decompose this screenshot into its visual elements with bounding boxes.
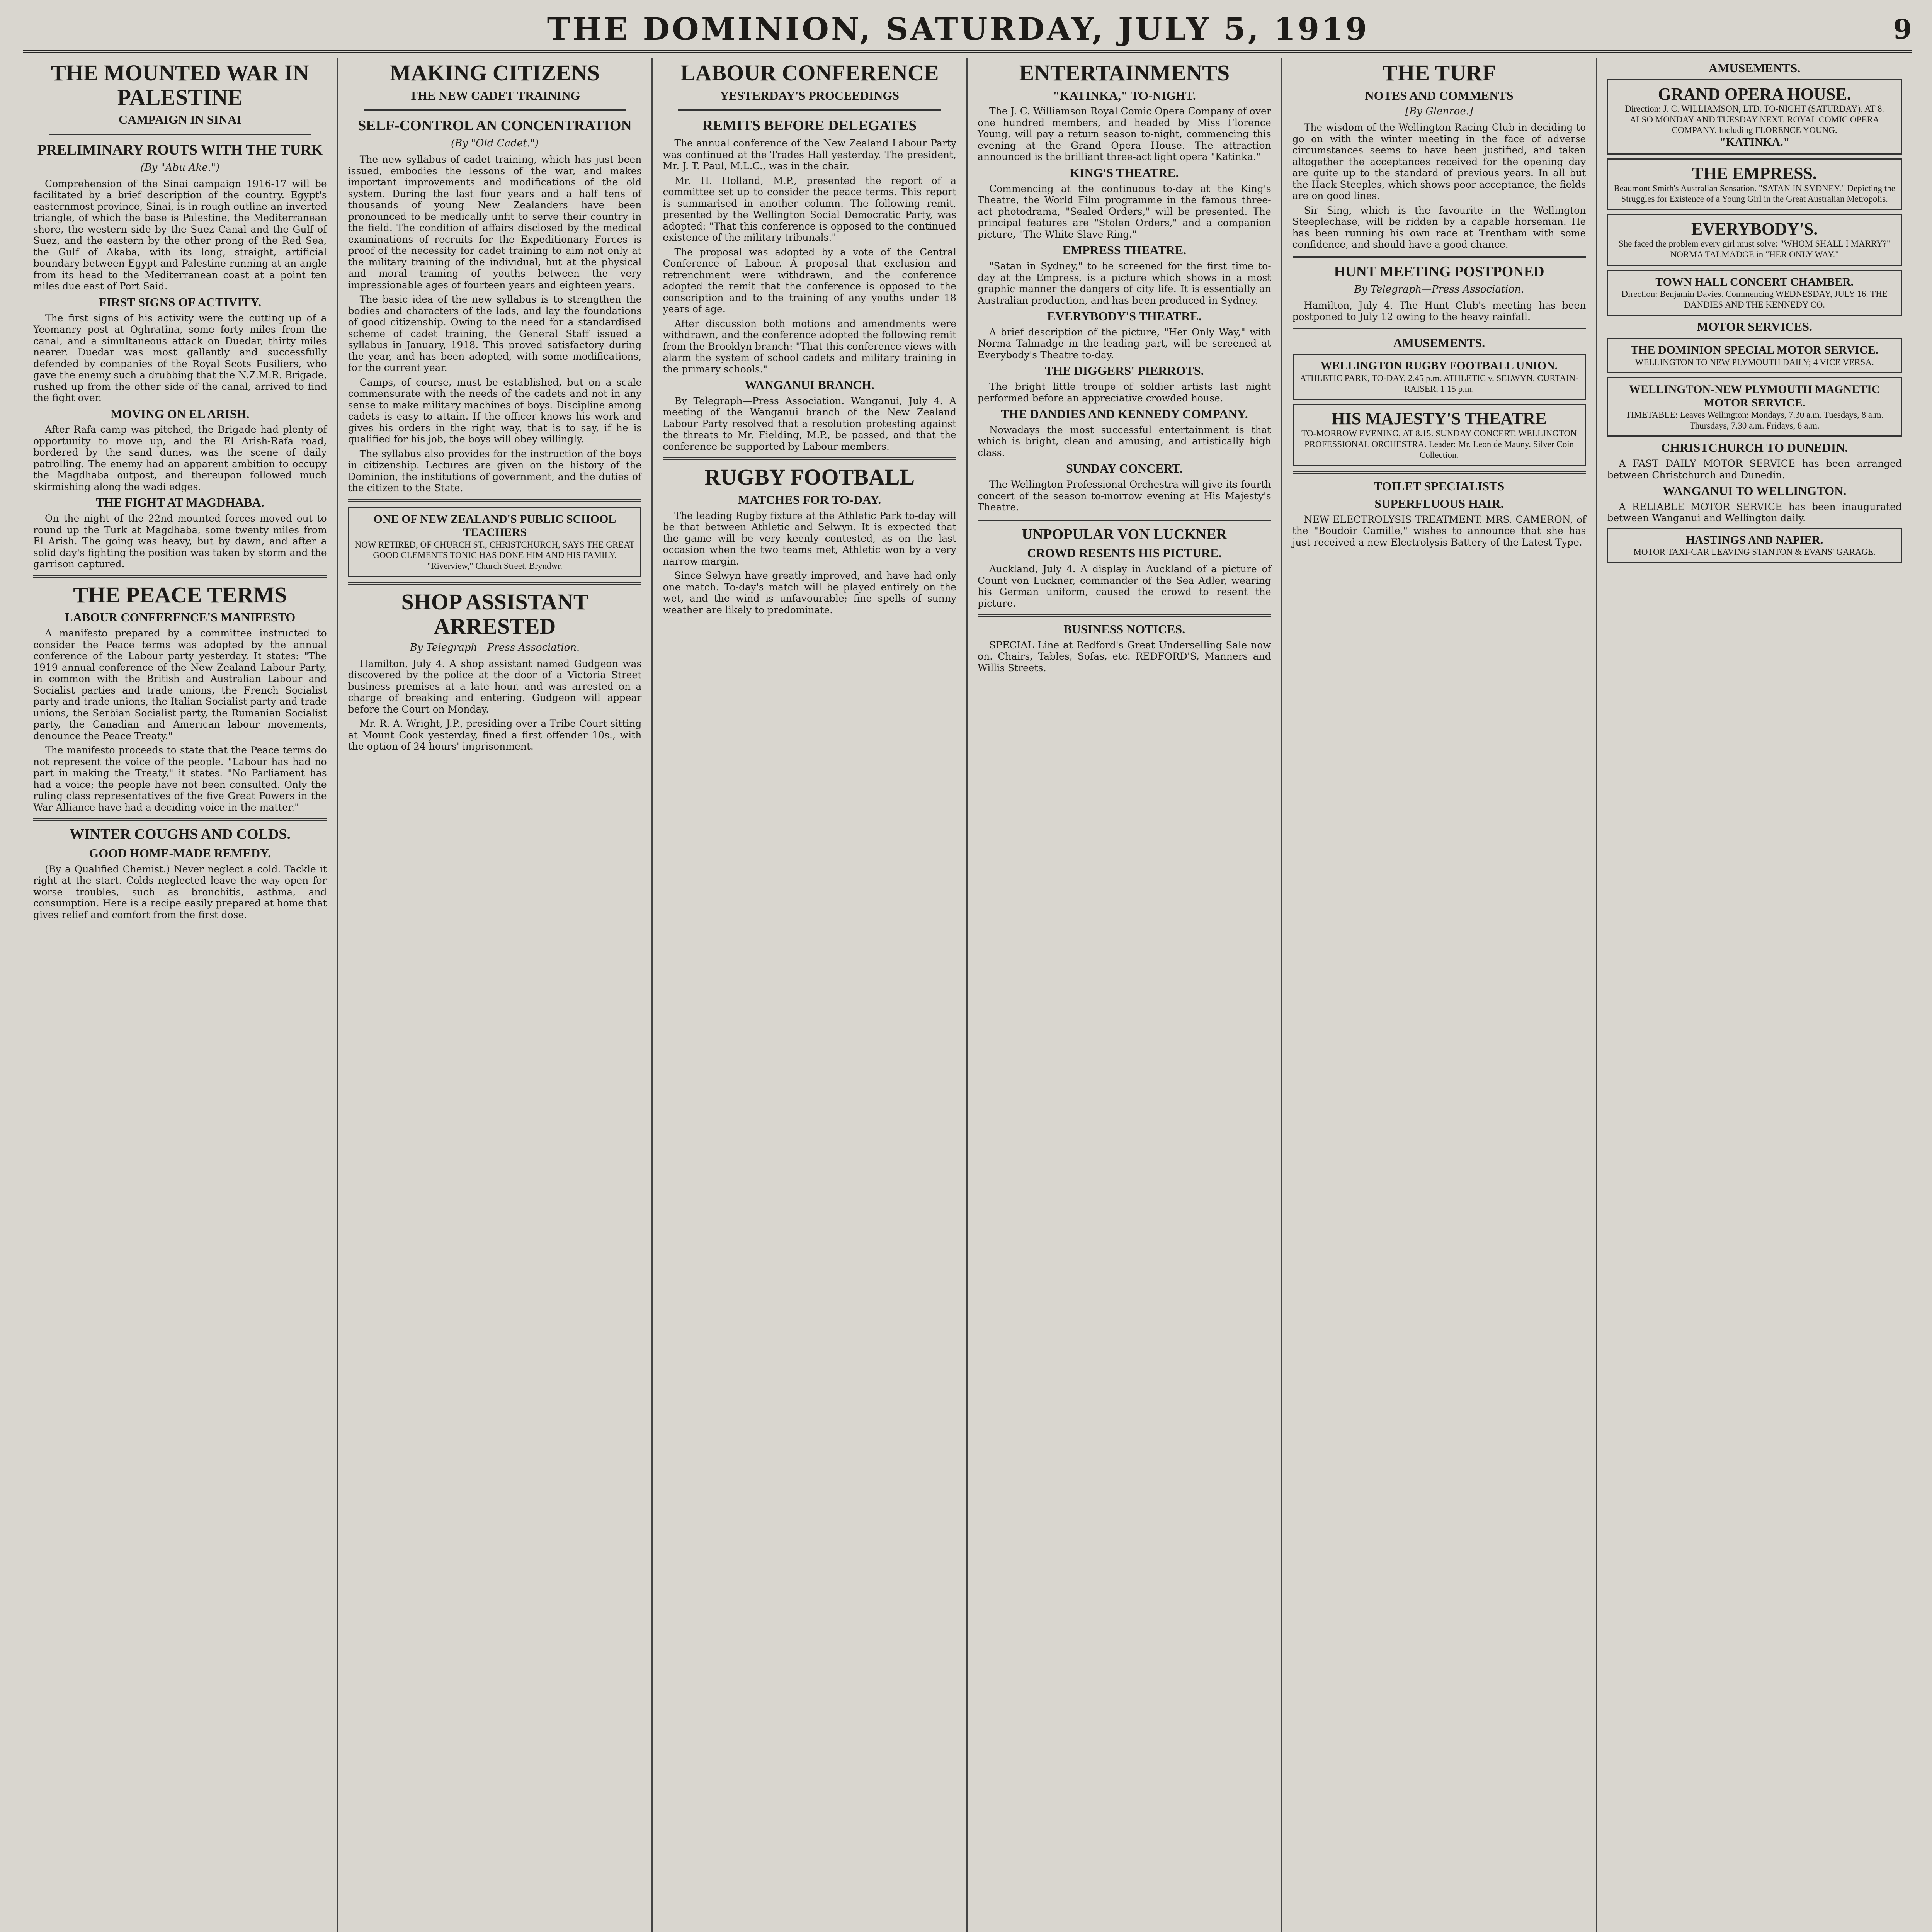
divider (978, 519, 1271, 521)
newspaper-title: THE DOMINION, SATURDAY, JULY 5, 1919 (547, 11, 1369, 47)
headline-making-citizens: MAKING CITIZENS (389, 60, 600, 85)
section-heading-amusements: AMUSEMENTS. (1393, 335, 1485, 350)
section-heading: CHRISTCHURCH TO DUNEDIN. (1661, 440, 1848, 455)
article-paragraph: By Telegraph—Press Association. Wanganui, July 4. A meeting of the Wanganui branch of the New Zealand Labour Party resolved that a resolution protesting against the threats to Mr. Fielding, M.P., be passed, and that the conference be supported by Labour members. (663, 395, 956, 452)
divider (348, 499, 642, 502)
section-heading: THE FIGHT AT MAGDHABA. (96, 495, 264, 510)
ad-text: TO-MORROW EVENING, AT 8.15. SUNDAY CONCERT. WELLINGTON PROFESSIONAL ORCHESTRA. Leader: Mr. Leon de Mauny. Silver Coin Collection. (1301, 429, 1577, 460)
divider (49, 134, 311, 135)
divider (33, 575, 327, 578)
page-number: 9 (1893, 13, 1912, 45)
subhead-self-control: SELF-CONTROL AN CONCENTRATION (358, 117, 632, 134)
ad-text: Direction: Benjamin Davies. Commencing WEDNESDAY, JULY 16. THE DANDIES AND THE KENNEDY CO. (1621, 289, 1888, 310)
article-paragraph: After Rafa camp was pitched, the Brigade had plenty of opportunity to move up, and the El Arish-Rafa road, bordered by the sand dunes, was the scene of daily patrolling. The enemy had an apparent ambition to occupy the Magdhaba outpost, and thereupon followed much skirmishing along the wadi edges. (33, 424, 327, 492)
ad-text: NOW RETIRED, OF CHURCH ST., CHRISTCHURCH, SAYS THE GREAT GOOD CLEMENTS TONIC HAS DONE HIM AND HIS FAMILY. "Riverview," Church Street, Bryndwr. (355, 539, 635, 571)
article-paragraph: Commencing at the continuous to-day at the King's Theatre, the World Film programme in the famous three-act photodrama, "Sealed Orders," will be presented. The principal features are "Stolen Orders," and a companion picture, "The White Slave Ring." (978, 183, 1271, 240)
ad-text: She faced the problem every girl must solve: "WHOM SHALL I MARRY?" NORMA TALMADGE in "HER ONLY WAY." (1618, 239, 1891, 260)
column-6 (1597, 58, 1912, 1932)
advertisement-empress (1607, 158, 1902, 210)
ad-text: Direction: J. C. WILLIAMSON, LTD. TO-NIGHT (SATURDAY). AT 8. ALSO MONDAY AND TUESDAY NEXT. ROYAL COMIC OPERA COMPANY. Including FLORENCE YOUNG. (1625, 104, 1884, 135)
ad-headline: WELLINGTON-NEW PLYMOUTH MAGNETIC MOTOR SERVICE. (1629, 383, 1880, 409)
headline-palestine: THE MOUNTED WAR IN PALESTINE (51, 60, 309, 110)
subhead-routs: PRELIMINARY ROUTS WITH THE TURK (37, 142, 323, 158)
ad-headline: GRAND OPERA HOUSE. (1658, 84, 1851, 104)
section-heading-amusements: AMUSEMENTS. (1708, 61, 1801, 75)
ad-text: WELLINGTON TO NEW PLYMOUTH DAILY; 4 VICE VERSA. (1635, 357, 1874, 367)
article-paragraph: The Wellington Professional Orchestra will give its fourth concert of the season to-morrow evening at His Majesty's Theatre. (978, 479, 1271, 513)
advertisement-clements-tonic (348, 507, 642, 577)
ad-text: MOTOR TAXI-CAR LEAVING STANTON & EVANS' GARAGE. (1633, 547, 1876, 557)
byline: [By Glenroe.] (1405, 105, 1473, 117)
advertisement-grand-opera (1607, 79, 1902, 155)
article-paragraph: Comprehension of the Sinai campaign 1916-17 will be facilitated by a brief description of the country. Egypt's easternmost province, Sinai, is in rough outline an inverted triangle, of which the base is Palestine, the Mediterranean shore, the western side by the Suez Canal and the Gulf of Suez, and the eastern by the other prong of the Red Sea, the Gulf of Akaba, with its long, straight, artificial boundary between Egypt and Palestine running at an angle from its head to the Mediterranean coast at a point ten miles due east of Port Said. (33, 178, 327, 292)
section-heading: FIRST SIGNS OF ACTIVITY. (99, 295, 261, 309)
subhead-matches: MATCHES FOR TO-DAY. (738, 493, 881, 507)
ad-headline: HIS MAJESTY'S THEATRE (1332, 409, 1547, 429)
article-paragraph: "Satan in Sydney," to be screened for the first time to-day at the Empress, is a picture which shows in a most graphic manner the dangers of city life. It is essentially an Australian production, and has been produced in Sydney. (978, 260, 1271, 306)
article-paragraph: Since Selwyn have greatly improved, and have had only one match. To-day's match will be played entirely on the wet, and the wind is unfavourable; fine spells of sunny weather are likely to predominate. (663, 570, 956, 616)
section-heading: MOVING ON EL ARISH. (111, 406, 250, 421)
subhead-superfluous: SUPERFLUOUS HAIR. (1374, 497, 1504, 511)
advertisement-dominion-motor (1607, 338, 1902, 373)
masthead (23, 8, 1912, 53)
article-paragraph: Hamilton, July 4. A shop assistant named Gudgeon was discovered by the police at the door of a Victoria Street business premises at a late hour, and was arrested on a charge of breaking and entering. Gudgeon will appear before the Court on Monday. (348, 658, 642, 715)
advertisement-town-hall (1607, 270, 1902, 316)
headline-hunt-meeting: HUNT MEETING POSTPONED (1334, 263, 1544, 280)
article-paragraph: Hamilton, July 4. The Hunt Club's meeting has been postponed to July 12 owing to the heavy rainfall. (1292, 299, 1586, 323)
article-paragraph: A brief description of the picture, "Her Only Way," with Norma Talmadge in the leading part, will be screened at Everybody's Theatre to-day. (978, 326, 1271, 361)
section-heading: THE DIGGERS' PIERROTS. (1045, 364, 1204, 378)
headline-shop-assistant: SHOP ASSISTANT ARRESTED (401, 589, 588, 639)
section-heading: WANGANUI TO WELLINGTON. (1663, 484, 1847, 498)
article-paragraph: Auckland, July 4. A display in Auckland of a picture of Count von Luckner, commander of the Sea Adler, wearing his German uniform, caused the crowd to resent the picture. (978, 563, 1271, 609)
section-heading-business: BUSINESS NOTICES. (1063, 622, 1185, 636)
section-heading: EMPRESS THEATRE. (1062, 243, 1187, 257)
article-paragraph: The first signs of his activity were the cutting up of a Yeomanry post at Oghratina, some forty miles from the canal, and a simultaneous attack on Duedar, thirty miles nearer. Duedar was most gallantly and successfully defended by companies of the Royal Scots Fusiliers, who gave the enemy such a drubbing that the N.Z.M.R. Brigade, rushed up from the other side of the canal, arrived to find the fight over. (33, 312, 327, 404)
article-paragraph: (By a Qualified Chemist.) Never neglect a cold. Tackle it right at the start. Colds neglected leave the way open for worse troubles, such as bronchitis, asthma, and consumption. Here is a recipe easily prepared at home that gives relief and comfort from the first dose. (33, 863, 327, 920)
article-paragraph: The bright little troupe of soldier artists last night performed before an appreciative crowded house. (978, 381, 1271, 404)
headline-rugby: RUGBY FOOTBALL (704, 464, 915, 490)
page-columns (23, 58, 1912, 1932)
subhead-remits: REMITS BEFORE DELEGATES (702, 117, 917, 134)
article-paragraph: The wisdom of the Wellington Racing Club in deciding to go on with the winter meeting in the face of adverse circumstances seems to have been justified, and taken altogether the acceptances received for the opening day are quite up to the standard of previous years. In all but the Hack Steeples, which shows poor acceptance, the fields are on good lines. (1292, 122, 1586, 202)
dateline: By Telegraph—Press Association. (1354, 283, 1524, 295)
section-heading: KING'S THEATRE. (1070, 165, 1179, 180)
headline-von-luckner: UNPOPULAR VON LUCKNER (1022, 526, 1227, 543)
ad-headline: TOWN HALL CONCERT CHAMBER. (1655, 275, 1854, 288)
section-heading: "KATINKA," TO-NIGHT. (1053, 88, 1196, 102)
divider (978, 614, 1271, 617)
divider (1293, 471, 1586, 474)
headline-turf: THE TURF (1382, 60, 1496, 85)
section-heading: EVERYBODY'S THEATRE. (1047, 309, 1202, 323)
divider (1293, 256, 1586, 258)
advertisement-magnetic-motor (1607, 377, 1902, 437)
article-paragraph: Mr. H. Holland, M.P., presented the report of a committee set up to consider the peace terms. This report is summarised in another column. The following remit, presented by the Wellington Social Democratic Party, was adopted: "That this conference is opposed to the continued existence of the military tribunals." (663, 175, 956, 243)
section-heading: WANGANUI BRANCH. (745, 378, 875, 392)
column-1 (23, 58, 338, 1932)
divider (678, 109, 941, 111)
article-paragraph: Sir Sing, which is the favourite in the Wellington Steeplechase, will be ridden by a capable horseman. He has been running his own race at Trentham with some confidence, and should have a good chance. (1292, 204, 1586, 250)
business-notice: A RELIABLE MOTOR SERVICE has been inaugurated between Wanganui and Wellington daily. (1607, 501, 1902, 524)
column-2 (338, 58, 653, 1932)
article-paragraph: A manifesto prepared by a committee instructed to consider the Peace terms was adopted by the annual conference of the Labour party yesterday. It states: "The 1919 annual conference of the New Zealand Labour Party, in common with the British and Australian Labour and Socialist parties and trade unions, the French Socialist party and trade unions, the Italian Socialist party and trade unions, the Serbian Socialist party, the Rumanian Socialist party, the Canadian and American labour movements, denounce the Peace Treaty." (33, 628, 327, 742)
subhead-notes: NOTES AND COMMENTS (1365, 88, 1514, 102)
article-paragraph: Camps, of course, must be established, but on a scale commensurate with the needs of the cadets and not in any sense to make military machines of boys. Discipline among cadets is easy to attain. If the officer knows his work and gives his orders in the right way, that is to say, if he is qualified for his job, the boys will obey willingly. (348, 376, 642, 445)
section-heading: THE DANDIES AND KENNEDY COMPANY. (1000, 407, 1248, 421)
article-paragraph: The annual conference of the New Zealand Labour Party was continued at the Trades Hall yesterday. The president, Mr. J. T. Paul, M.L.C., was in the chair. (663, 138, 956, 172)
article-paragraph: Nowadays the most successful entertainment is that which is bright, clean and amusing, and artistically high class. (978, 424, 1271, 458)
business-notice: SPECIAL Line at Redford's Great Underselling Sale now on. Chairs, Tables, Sofas, etc. REDFORD'S, Manners and Willis Streets. (978, 639, 1271, 673)
subhead-sinai: CAMPAIGN IN SINAI (119, 112, 242, 127)
headline-labour-conference: LABOUR CONFERENCE (680, 60, 939, 85)
article-paragraph: The syllabus also provides for the instruction of the boys in citizenship. Lectures are given on the history of the Dominion, the institutions of government, and the duties of the citizen to the State. (348, 448, 642, 494)
subhead-cadet-training: THE NEW CADET TRAINING (409, 88, 580, 102)
advertisement-rugby-union (1293, 354, 1586, 400)
column-4 (968, 58, 1282, 1932)
ad-text: TIMETABLE: Leaves Wellington: Mondays, 7.30 a.m. Tuesdays, 8 a.m. Thursdays, 7.30 a.m. Fridays, 8 a.m. (1626, 410, 1884, 430)
article-paragraph: On the night of the 22nd mounted forces moved out to round up the Turk at Magdhaba, some twenty miles from El Arish. The going was heavy, but by dawn, and after a solid day's fighting the position was taken by storm and the garrison captured. (33, 513, 327, 570)
subhead-crowd: CROWD RESENTS HIS PICTURE. (1027, 546, 1222, 560)
divider (1293, 328, 1586, 330)
advertisement-his-majestys (1293, 404, 1586, 466)
headline-peace-terms: THE PEACE TERMS (73, 582, 287, 607)
article-paragraph: The basic idea of the new syllabus is to strengthen the bodies and characters of the lads, and lay the foundations of good citizenship. Owing to the need for a standardised scheme of cadet training, the General Staff issued a syllabus in January, 1918. This proved satisfactory during the year, and has been adopted, with some modifications, for the current year. (348, 294, 642, 374)
divider (364, 109, 626, 111)
ad-text: Beaumont Smith's Australian Sensation. "SATAN IN SYDNEY." Depicting the Struggles for Existence of a Young Girl in the Great Australian Metropolis. (1614, 183, 1895, 204)
byline: (By "Abu Ake.") (140, 162, 220, 173)
dateline: By Telegraph—Press Association. (410, 641, 580, 653)
section-heading-toilet: TOILET SPECIALISTS (1374, 479, 1505, 493)
headline-winter-coughs: WINTER COUGHS AND COLDS. (69, 826, 291, 843)
section-heading: SUNDAY CONCERT. (1066, 461, 1183, 476)
ad-headline: ONE OF NEW ZEALAND'S PUBLIC SCHOOL TEACHERS (373, 512, 616, 539)
divider (663, 457, 956, 460)
article-paragraph: The new syllabus of cadet training, which has just been issued, embodies the lessons of the war, and makes important improvements and modifications of the old system. During the last four years and a half tens of thousands of young New Zealanders have been pronounced to be medically unfit to serve their country in the field. The condition of affairs disclosed by the medical examinations of recruits for the Expeditionary Forces is proof of the necessity for cadet training to aim not only at the military training of the individual, but at the physical and moral training of youths between the very impressionable ages of fourteen years and eighteen years. (348, 154, 642, 291)
ad-headline: THE DOMINION SPECIAL MOTOR SERVICE. (1631, 344, 1879, 357)
ad-headline: THE EMPRESS. (1692, 164, 1817, 183)
article-paragraph: Mr. R. A. Wright, J.P., presiding over a Tribe Court sitting at Mount Cook yesterday, fined a first offender 10s., with the option of 24 hours' imprisonment. (348, 718, 642, 752)
article-paragraph: The manifesto proceeds to state that the Peace terms do not represent the voice of the people. "Labour has had no part in making the Treaty," it states. "No Parliament has had a voice; the people have not been consulted. Only the ruling class representatives of the five Great Powers in the War Alliance have had a deciding voice in the matter." (33, 745, 327, 813)
column-5 (1282, 58, 1597, 1932)
business-notice: A FAST DAILY MOTOR SERVICE has been arranged between Christchurch and Dunedin. (1607, 458, 1902, 481)
divider (348, 582, 642, 585)
section-heading-motor: MOTOR SERVICES. (1697, 320, 1813, 334)
ad-text: ATHLETIC PARK, TO-DAY, 2.45 p.m. ATHLETIC v. SELWYN. CURTAIN-RAISER, 1.15 p.m. (1300, 373, 1578, 394)
ad-headline: EVERYBODY'S. (1691, 219, 1818, 239)
article-paragraph: The leading Rugby fixture at the Athletic Park to-day will be that between Athletic and Selwyn. It is expected that the game will be very keenly contested, as on the last occasion when the two teams met, Athletic won by a very narrow margin. (663, 510, 956, 567)
advertisement-hastings-napier (1607, 528, 1902, 563)
byline: (By "Old Cadet.") (451, 138, 539, 150)
article-paragraph: After discussion both motions and amendments were withdrawn, and the conference adopted the following remit from the Brooklyn branch: "That this conference views with alarm the system of school cadets and military training in the primary schools." (663, 318, 956, 375)
column-3 (653, 58, 968, 1932)
subhead-remedy: GOOD HOME-MADE REMEDY. (89, 846, 271, 860)
ad-feature: "KATINKA." (1719, 135, 1790, 148)
subhead-proceedings: YESTERDAY'S PROCEEDINGS (720, 88, 900, 102)
business-notice: NEW ELECTROLYSIS TREATMENT. MRS. CAMERON, of the "Boudoir Camille," wishes to announce that she has just received a new Electrolysis Battery of the Latest Type. (1292, 514, 1586, 548)
ad-headline: WELLINGTON RUGBY FOOTBALL UNION. (1320, 359, 1558, 372)
subhead-manifesto: LABOUR CONFERENCE'S MANIFESTO (65, 610, 296, 624)
article-paragraph: The J. C. Williamson Royal Comic Opera Company of over one hundred members, and headed by Miss Florence Young, will pay a return season to-night, commencing this evening at the Grand Opera House. The attraction announced is the brilliant three-act light opera "Katinka." (978, 105, 1271, 163)
ad-headline: HASTINGS AND NAPIER. (1685, 533, 1823, 546)
article-paragraph: The proposal was adopted by a vote of the Central Conference of Labour. A proposal that exclusion and retrenchment were withdrawn, and the conference adopted the remit that the conference is opposed to the conscription and to the training of any youths under 18 years of age. (663, 246, 956, 315)
divider (33, 818, 327, 821)
advertisement-everybodys (1607, 214, 1902, 266)
headline-entertainments: ENTERTAINMENTS (1019, 60, 1230, 85)
